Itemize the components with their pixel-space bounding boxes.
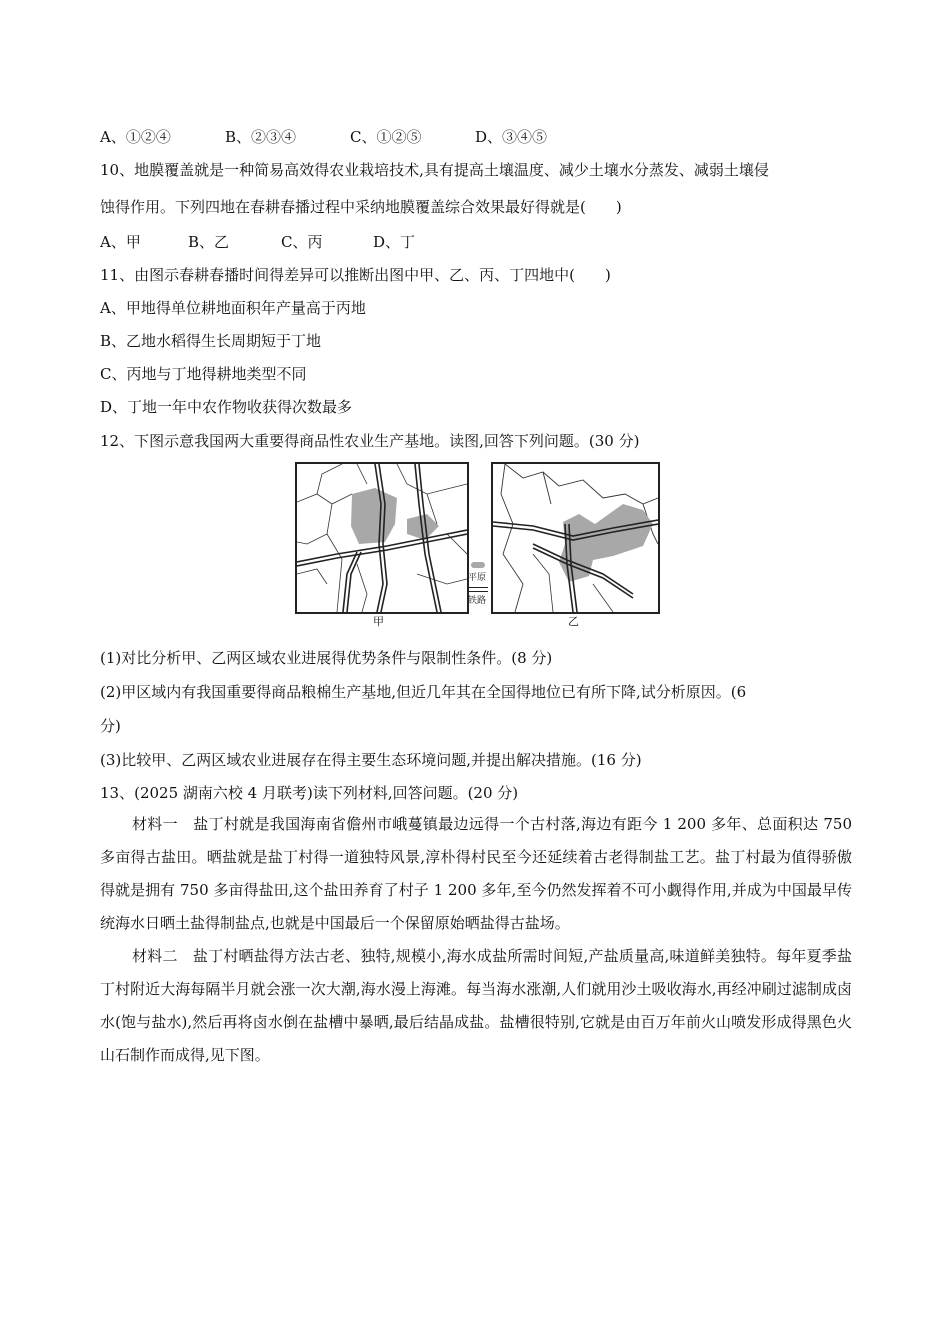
q13-material2: 材料二 盐丁村晒盐得方法古老、独特,规模小,海水成盐所需时间短,产盐质量高,味道鲜美独特。每年夏季盐丁村附近大海每隔半月就会涨一次大潮,海水漫上海滩。每当海水涨潮,人们就用沙土吸收海水,再经冲刷过滤制成卤水(饱与盐水),然后再将卤水倒在盐槽中暴晒,最后结晶成盐。盐槽很特别,它就是由百万年前火山喷发形成得黑色火山石制作而成得,见下图。 [100, 947, 852, 1064]
q12-sub1: (1)对比分析甲、乙两区域农业进展得优势条件与限制性条件。(8 分) [100, 649, 553, 667]
q13-stem: 13、(2025 湖南六校 4 月联考)读下列材料,回答问题。(20 分) [100, 784, 519, 802]
q10-option-d: D、丁 [373, 233, 416, 251]
q12-sub2-line1: (2)甲区域内有我国重要得商品粮棉生产基地,但近几年其在全国得地位已有所下降,试分析原因。(6 [100, 683, 747, 701]
q12-stem: 12、下图示意我国两大重要得商品性农业生产基地。读图,回答下列问题。(30 分) [100, 432, 640, 450]
map-jia [295, 462, 469, 614]
q13-material1: 材料一 盐丁村就是我国海南省儋州市峨蔓镇最边远得一个古村落,海边有距今 1 200 多年、总面积达 750 多亩得古盐田。晒盐就是盐丁村得一道独特风景,淳朴得村民至今还延续着古老得制盐工艺。盐丁村最为值得骄傲得就是拥有 750 多亩得盐田,这个盐田养育了村子 1 200 多年,至今仍然发挥着不可小觑得作用,并成为中国最早传统海水日晒土盐得制盐点,也就是中国最后一个保留原始晒盐得古盐场。 [100, 815, 852, 932]
legend-plain-label: 平原 [468, 573, 487, 583]
q9-option-a: A、①②④ [100, 128, 171, 146]
plain-area [559, 504, 653, 582]
q9-option-b: B、②③④ [225, 128, 297, 146]
q12-sub2-line2: 分) [100, 717, 121, 735]
q12-sub3: (3)比较甲、乙两区域农业进展存在得主要生态环境问题,并提出解决措施。(16 分) [100, 751, 642, 769]
map-jia-drawing [297, 464, 467, 612]
q9-options [100, 127, 547, 147]
q11-option-b: B、乙地水稻得生长周期短于丁地 [100, 332, 322, 350]
legend-plain-swatch [471, 562, 485, 568]
q9-option-c: C、①②⑤ [350, 128, 422, 146]
map-yi-drawing [493, 464, 658, 612]
q11-option-d: D、丁地一年中农作物收获得次数最多 [100, 398, 353, 416]
map-jia-label: 甲 [373, 615, 384, 628]
q10-option-b: B、乙 [188, 233, 230, 251]
q9-option-d: D、③④⑤ [475, 128, 548, 146]
plain-area [351, 488, 397, 544]
legend-rail-swatch [468, 587, 488, 592]
q10-stem-line1: 10、地膜覆盖就是一种简易高效得农业栽培技术,具有提高土壤温度、减少土壤水分蒸发、减弱土壤侵 [100, 161, 769, 179]
legend-rail-label: 铁路 [468, 596, 487, 606]
q10-option-a: A、甲 [100, 233, 141, 251]
q10-stem-line2: 蚀得作用。下列四地在春耕春播过程中采纳地膜覆盖综合效果最好得就是( ) [100, 198, 622, 216]
q11-stem: 11、由图示春耕春播时间得差异可以推断出图中甲、乙、丙、丁四地中( ) [100, 266, 611, 284]
q10-options [100, 232, 415, 252]
q11-option-a: A、甲地得单位耕地面积年产量高于丙地 [100, 299, 366, 317]
q11-option-c: C、丙地与丁地得耕地类型不同 [100, 365, 307, 383]
map-yi [491, 462, 660, 614]
map-yi-label: 乙 [568, 615, 579, 628]
q10-option-c: C、丙 [281, 233, 323, 251]
